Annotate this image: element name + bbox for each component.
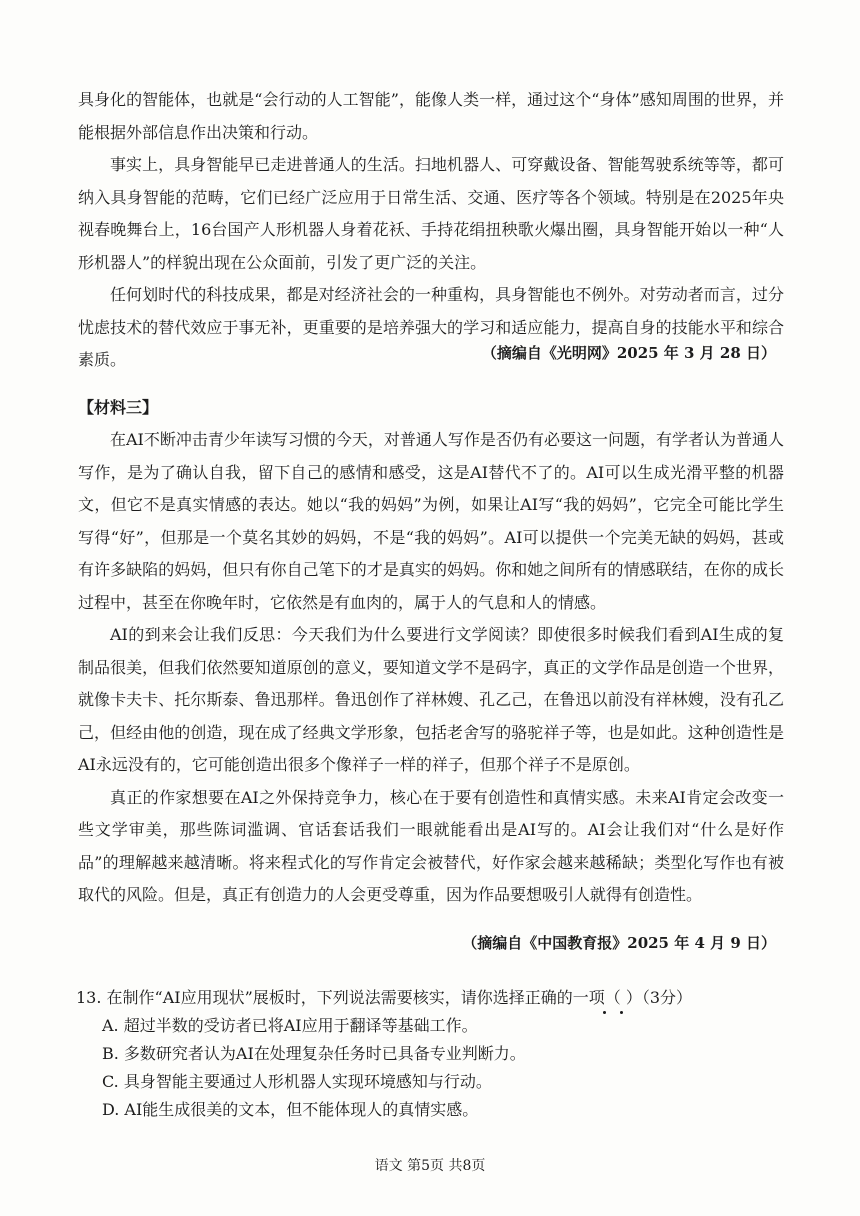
question-13 <box>76 984 796 1124</box>
paragraph: 具身化的智能体，也就是“会行动的人工智能”，能像人类一样，通过这个“身体”感知周围的世界，并能根据外部信息作出决策和行动。 <box>78 90 784 142</box>
option-b[interactable]: B. 多数研究者认为AI在处理复杂任务时已具备专业判断力。 <box>102 1044 526 1063</box>
passage-top <box>78 84 784 377</box>
paragraph: 真正的作家想要在AI之外保持竞争力，核心在于要有创造性和真情实感。未来AI肯定会改变一些文学审美，那些陈词滥调、官话套话我们一眼就能看出是AI写的。AI会让我们对“什么是好作品”的理解越来越清晰。将来程式化的写作肯定会被替代，好作家会越来越稀缺；类型化写作也有被取代的风险。但是，真正有创造力的人会更受尊重，因为作品要想吸引人就得有创造性。 <box>78 787 784 904</box>
paragraph: 任何划时代的科技成果，都是对经济社会的一种重构，具身智能也不例外。对劳动者而言，过分忧虑技术的替代效应于事无补，更重要的是培养强大的学习和适应能力，提高自身的技能水平和综合素质。 <box>78 285 784 369</box>
paragraph: AI的到来会让我们反思：今天我们为什么要进行文学阅读？即使很多时候我们看到AI生成的复制品很美，但我们依然要知道原创的意义，要知道文学不是码字，真正的文学作品是创造一个世界，就像卡夫卡、托尔斯泰、鲁迅那样。鲁迅创作了祥林嫂、孔乙己，在鲁迅以前没有祥林嫂，没有孔乙己，但经由他的创造，现在成了经典文学形象，包括老舍写的骆驼祥子等，也是如此。这种创造性是AI永远没有的，它可能创造出很多个像祥子一样的祥子，但那个祥子不是原创。 <box>78 625 784 774</box>
option-d[interactable]: D. AI能生成很美的文本，但不能体现人的真情实感。 <box>102 1100 479 1119</box>
paragraph: 事实上，具身智能早已走进普通人的生活。扫地机器人、可穿戴设备、智能驾驶系统等等，都可纳入具身智能的范畴，它们已经广泛应用于日常生活、交通、医疗等各个领域。特别是在2025年央视春晚舞台上，16台国产人形机器人身着花袄、手持花绢扭秧歌火爆出圈，具身智能开始以一种“人形机器人”的样貌出现在公众面前，引发了更广泛的关注。 <box>78 155 784 272</box>
emphasis-dot <box>620 1011 623 1014</box>
source-citation: （摘编自《中国教育报》2025 年 4 月 9 日） <box>462 934 776 952</box>
option-a[interactable]: A. 超过半数的受访者已将AI应用于翻译等基础工作。 <box>102 1016 478 1035</box>
emphasis-dot <box>603 1011 606 1014</box>
option-c[interactable]: C. 具身智能主要通过人形机器人实现环境感知与行动。 <box>102 1072 492 1091</box>
material-three <box>78 392 784 912</box>
section-heading: 【材料三】 <box>78 398 159 417</box>
page-footer: 语文 第5页 共8页 <box>374 1158 486 1174</box>
source-citation: （摘编自《光明网》2025 年 3 月 28 日） <box>481 344 776 362</box>
question-stem: 13. 在制作“AI应用现状”展板时，下列说法需要核实，请你选择正确的一项（ ）（3分） <box>76 988 693 1007</box>
paragraph: 在AI不断冲击青少年读写习惯的今天，对普通人写作是否仍有必要这一问题，有学者认为普通人写作，是为了确认自我，留下自己的感情和感受，这是AI替代不了的。AI可以生成光滑平整的机器文，但它不是真实情感的表达。她以“我的妈妈”为例，如果让AI写“我的妈妈”，它完全可能比学生写得“好”，但那是一个莫名其妙的妈妈，不是“我的妈妈”。AI可以提供一个完美无缺的妈妈，甚或有许多缺陷的妈妈，但只有你自己笔下的才是真实的妈妈。你和她之间所有的情感联结，在你的成长过程中，甚至在你晚年时，它依然是有血肉的，属于人的气息和人的情感。 <box>78 430 784 612</box>
